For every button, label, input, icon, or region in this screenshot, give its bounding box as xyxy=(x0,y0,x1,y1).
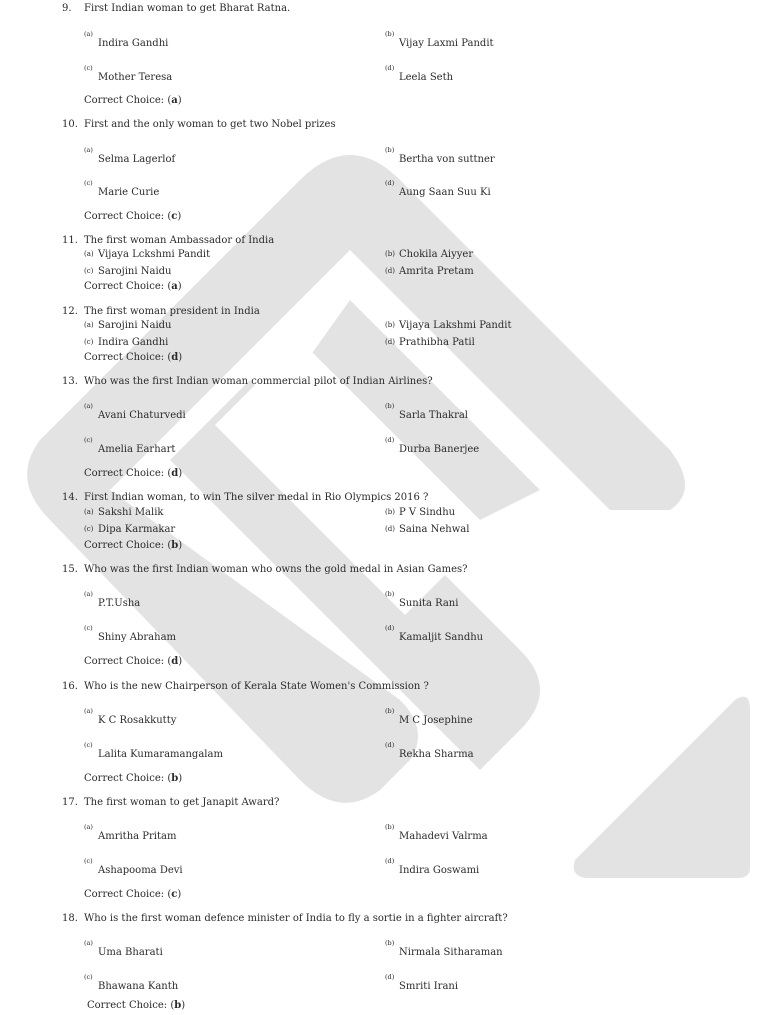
option-text: Aung Saan Suu Ki xyxy=(399,187,491,198)
option-label: (a) xyxy=(84,146,93,154)
option-text: Vijaya Lakshmi Pandit xyxy=(399,320,512,331)
correct-choice: Correct Choice: (c) xyxy=(84,211,182,222)
question-text: Who is the first woman defence minister of India to fly a sortie in a fighter aircraft? xyxy=(84,913,508,924)
correct-choice: Correct Choice: (d) xyxy=(84,656,183,667)
option-text: Sakshi Malik xyxy=(98,507,164,518)
question-text: First Indian woman, to win The silver medal in Rio Olympics 2016 ? xyxy=(84,492,429,503)
option-label: (b) xyxy=(385,402,395,410)
option-text: Lalita Kumaramangalam xyxy=(98,749,223,760)
correct-choice: Correct Choice: (d) xyxy=(84,468,183,479)
option-label: (c) xyxy=(84,338,94,346)
option-label: (c) xyxy=(84,64,93,72)
question-text: First Indian woman to get Bharat Ratna. xyxy=(84,3,291,14)
option-text: Shiny Abraham xyxy=(98,632,177,643)
question-text: First and the only woman to get two Nobel prizes xyxy=(84,119,336,130)
option-label: (b) xyxy=(385,30,395,38)
option-label: (b) xyxy=(385,250,395,258)
option-text: Sunita Rani xyxy=(399,598,459,609)
option-label: (b) xyxy=(385,146,395,154)
option-label: (a) xyxy=(84,250,94,258)
question-number: 16. xyxy=(62,681,78,692)
option-text: Vijay Laxmi Pandit xyxy=(399,38,494,49)
option-label: (d) xyxy=(385,525,395,533)
correct-answer: b xyxy=(171,540,179,551)
option-label: (a) xyxy=(84,707,93,715)
correct-answer: d xyxy=(171,352,179,363)
option-label: (b) xyxy=(385,939,395,947)
option-text: Indira Gandhi xyxy=(98,337,169,348)
question-number: 13. xyxy=(62,376,78,387)
option-text: Selma Lagerlof xyxy=(98,154,176,165)
option-label: (d) xyxy=(385,64,395,72)
option-label: (b) xyxy=(385,508,395,516)
option-text: Sarojini Naidu xyxy=(98,266,172,277)
question-number: 11. xyxy=(62,235,78,246)
option-text: Uma Bharati xyxy=(98,947,163,958)
option-label: (d) xyxy=(385,338,395,346)
question-text: The first woman president in India xyxy=(84,306,260,317)
question-text: The first woman to get Janapit Award? xyxy=(84,797,280,808)
correct-choice: Correct Choice: (c) xyxy=(84,889,182,900)
option-text: Amritha Pritam xyxy=(98,831,177,842)
option-text: Avani Chaturvedi xyxy=(98,410,186,421)
option-label: (d) xyxy=(385,741,395,749)
option-label: (c) xyxy=(84,741,93,749)
option-label: (c) xyxy=(84,857,93,865)
option-text: Saina Nehwal xyxy=(399,524,470,535)
question-text: Who was the first Indian woman commercial pilot of Indian Airlines? xyxy=(84,376,433,387)
option-text: Sarojini Naidu xyxy=(98,320,172,331)
option-label: (a) xyxy=(84,590,93,598)
option-label: (b) xyxy=(385,590,395,598)
option-label: (c) xyxy=(84,267,94,275)
option-label: (a) xyxy=(84,508,94,516)
option-text: P V Sindhu xyxy=(399,507,456,518)
option-text: Vijaya Lckshmi Pandit xyxy=(98,249,211,260)
correct-choice: Correct Choice: (b) xyxy=(84,773,183,784)
correct-answer: b xyxy=(171,773,179,784)
option-label: (c) xyxy=(84,436,93,444)
question-number: 9. xyxy=(62,3,72,14)
correct-answer: c xyxy=(171,889,178,900)
option-text: Sarla Thakral xyxy=(399,410,469,421)
option-label: (d) xyxy=(385,436,395,444)
option-label: (b) xyxy=(385,823,395,831)
option-text: K C Rosakkutty xyxy=(98,715,177,726)
option-text: Bertha von suttner xyxy=(399,154,495,165)
option-text: Mother Teresa xyxy=(98,72,173,83)
correct-choice: Correct Choice: (d) xyxy=(84,352,183,363)
option-label: (d) xyxy=(385,624,395,632)
correct-answer: c xyxy=(171,211,178,222)
question-number: 17. xyxy=(62,797,78,808)
option-text: Durba Banerjee xyxy=(399,444,480,455)
option-label: (a) xyxy=(84,939,93,947)
option-text: Bhawana Kanth xyxy=(98,981,179,992)
option-text: P.T.Usha xyxy=(98,598,141,609)
option-text: Prathibha Patil xyxy=(399,337,475,348)
option-text: Smriti Irani xyxy=(399,981,459,992)
option-text: Amrita Pretam xyxy=(399,266,474,277)
question-text: Who is the new Chairperson of Kerala State Women's Commission ? xyxy=(84,681,429,692)
option-label: (c) xyxy=(84,973,93,981)
option-label: (a) xyxy=(84,321,94,329)
option-label: (a) xyxy=(84,30,93,38)
option-label: (a) xyxy=(84,402,93,410)
option-text: Kamaljit Sandhu xyxy=(399,632,484,643)
correct-answer: b xyxy=(174,1000,182,1011)
option-label: (d) xyxy=(385,267,395,275)
option-text: Chokila Aiyyer xyxy=(399,249,474,260)
option-text: Amelia Earhart xyxy=(98,444,176,455)
option-text: Indira Gandhi xyxy=(98,38,169,49)
option-text: Ashapooma Devi xyxy=(98,865,183,876)
correct-choice: Correct Choice: (a) xyxy=(84,281,182,292)
option-text: Marie Curie xyxy=(98,187,160,198)
correct-choice: Correct Choice: (b) xyxy=(84,540,183,551)
question-text: The first woman Ambassador of India xyxy=(84,235,275,246)
option-text: Mahadevi Valrma xyxy=(399,831,488,842)
option-label: (c) xyxy=(84,624,93,632)
option-label: (a) xyxy=(84,823,93,831)
option-text: Dipa Karmakar xyxy=(98,524,176,535)
option-label: (b) xyxy=(385,707,395,715)
option-label: (c) xyxy=(84,525,94,533)
option-text: Rekha Sharma xyxy=(399,749,474,760)
option-text: Indira Goswami xyxy=(399,865,480,876)
option-label: (d) xyxy=(385,179,395,187)
correct-answer: d xyxy=(171,656,179,667)
option-label: (d) xyxy=(385,857,395,865)
question-number: 15. xyxy=(62,564,78,575)
correct-answer: a xyxy=(171,95,178,106)
question-number: 18. xyxy=(62,913,78,924)
option-label: (b) xyxy=(385,321,395,329)
question-number: 14. xyxy=(62,492,78,503)
option-label: (d) xyxy=(385,973,395,981)
correct-choice: Correct Choice: (a) xyxy=(84,95,182,106)
option-text: Nirmala Sitharaman xyxy=(399,947,503,958)
option-text: M C Josephine xyxy=(399,715,473,726)
correct-answer: d xyxy=(171,468,179,479)
question-number: 10. xyxy=(62,119,78,130)
question-number: 12. xyxy=(62,306,78,317)
option-label: (c) xyxy=(84,179,93,187)
question-text: Who was the first Indian woman who owns the gold medal in Asian Games? xyxy=(84,564,468,575)
correct-answer: a xyxy=(171,281,178,292)
option-text: Leela Seth xyxy=(399,72,454,83)
correct-choice: Correct Choice: (b) xyxy=(87,1000,186,1011)
